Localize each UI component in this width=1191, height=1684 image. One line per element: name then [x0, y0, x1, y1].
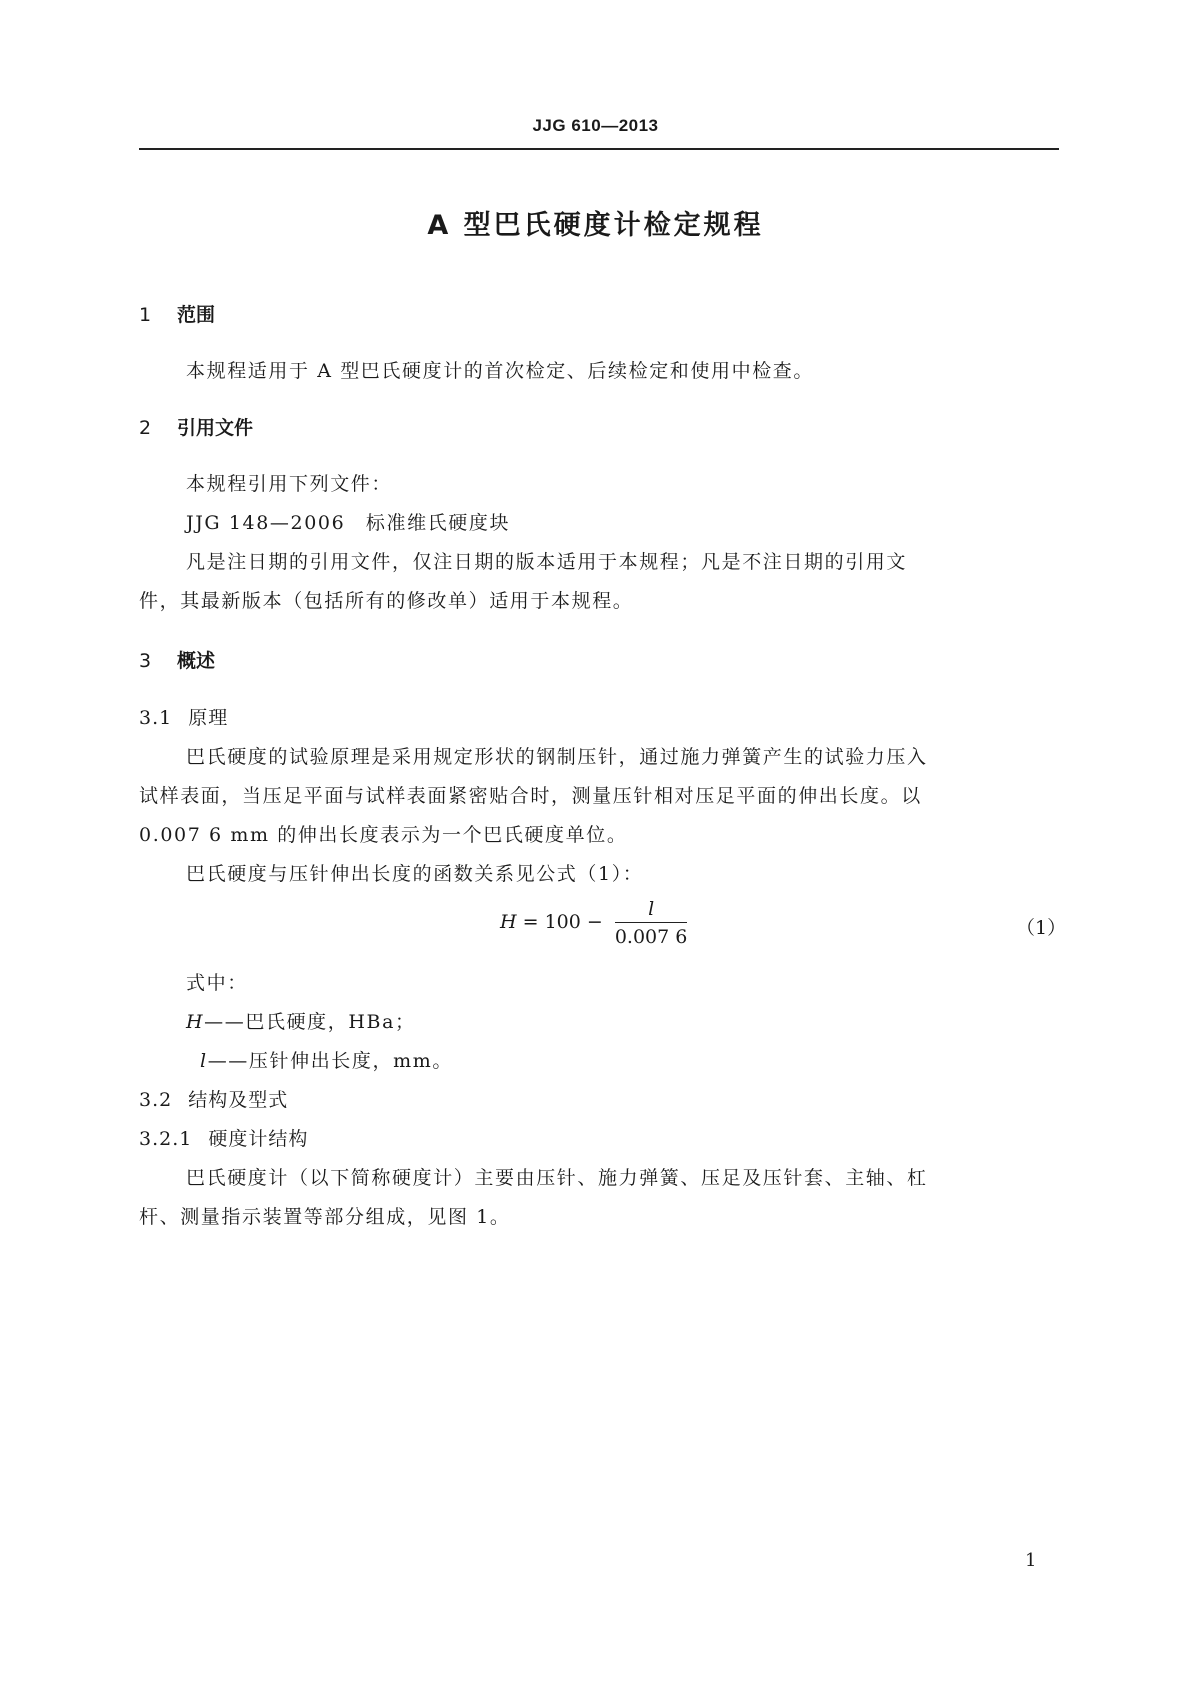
section-3-2-heading: 3.2 结构及型式	[139, 1089, 289, 1111]
formula-1: H = 100 − $\frac{l}{0.007 6}$	[500, 898, 688, 948]
page-number: 1	[1025, 1550, 1037, 1571]
section-2-intro: 本规程引用下列文件：	[186, 473, 393, 495]
header-rule	[139, 148, 1059, 150]
section-3-1-formula-intro: 巴氏硬度与压针伸出长度的函数关系见公式（1）：	[186, 863, 644, 885]
section-3-2-1-line2: 杆、测量指示装置等部分组成，见图 1。	[139, 1206, 511, 1228]
formula-label: （1）	[1016, 917, 1067, 939]
document-title: A 型巴氏硬度计检定规程	[427, 210, 764, 241]
section-3-1-heading: 3.1 原理	[139, 707, 229, 729]
section-3-heading: 3 概述	[139, 650, 216, 672]
section-3-1-line2: 试样表面，当压足平面与试样表面紧密贴合时，测量压针相对压足平面的伸出长度。以	[139, 785, 922, 807]
document-code-header: JJG 610—2013	[532, 116, 659, 135]
section-2-paragraph-line1: 凡是注日期的引用文件，仅注日期的版本适用于本规程；凡是不注日期的引用文	[186, 551, 908, 573]
section-2-heading: 2 引用文件	[139, 417, 254, 439]
section-3-1-line1: 巴氏硬度的试验原理是采用规定形状的钢制压针，通过施力弹簧产生的试验力压入	[186, 746, 928, 768]
section-3-1-line3: 0.007 6 mm 的伸出长度表示为一个巴氏硬度单位。	[139, 824, 628, 846]
where-h-definition: H——巴氏硬度，HBa；	[186, 1011, 416, 1033]
section-1-paragraph: 本规程适用于 A 型巴氏硬度计的首次检定、后续检定和使用中检查。	[186, 360, 815, 382]
formula-fraction: $\frac{l}{0.007 6}$	[614, 898, 688, 948]
section-3-2-1-heading: 3.2.1 硬度计结构	[139, 1128, 309, 1150]
section-1-heading: 1 范围	[139, 304, 216, 326]
where-l-definition: l——压针伸出长度，mm。	[200, 1050, 453, 1072]
where-intro: 式中：	[186, 972, 248, 994]
section-2-paragraph-line2: 件，其最新版本（包括所有的修改单）适用于本规程。	[139, 590, 634, 612]
reference-item: JJG 148—2006 标准维氏硬度块	[186, 512, 511, 534]
section-3-2-1-line1: 巴氏硬度计（以下简称硬度计）主要由压针、施力弹簧、压足及压针套、主轴、杠	[186, 1167, 928, 1189]
